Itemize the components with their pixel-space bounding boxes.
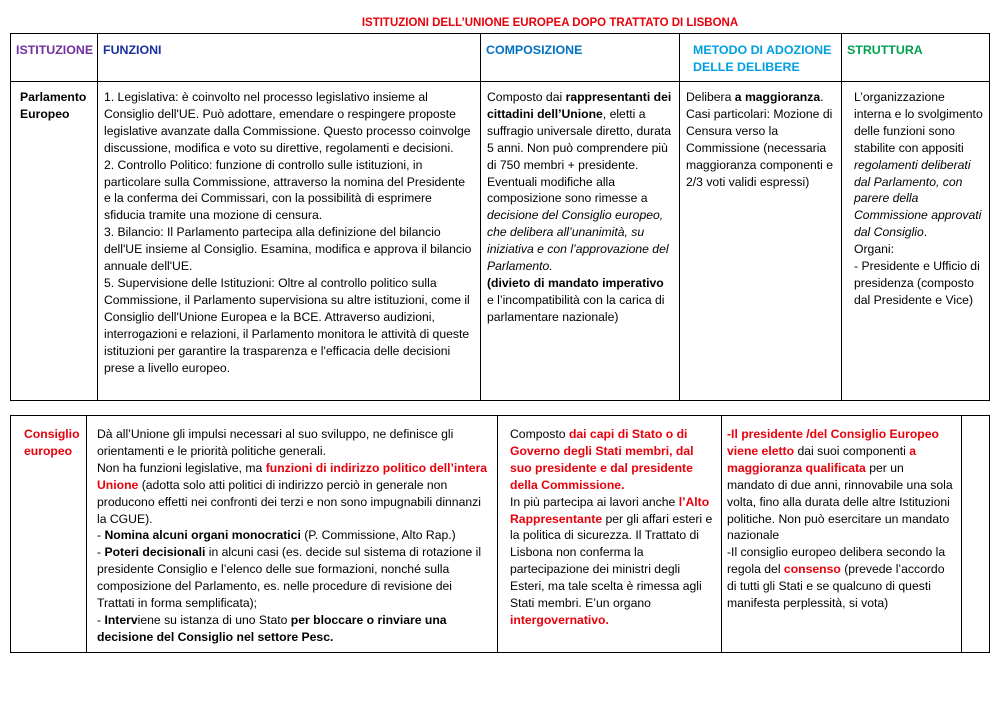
text-paragraph [97, 460, 489, 528]
consiglio-composizione [498, 416, 721, 629]
text-run: iene su istanza di uno Stato [137, 612, 291, 627]
consiglio-name: Consiglio europeo [24, 427, 80, 458]
text-run-bold: rappresentanti dei cittadini dell’Unione [487, 90, 672, 121]
funzione-legislativa: 1. Legislativa: è coinvolto nel processo legislativo insieme al Consiglio dell'UE. Può adottare, emendare o respingere proposte legislative avanzate dalla Commissione. Questo processo coinvolge discussione, modifica e voto su direttive, regolamenti e decisioni. [104, 90, 471, 155]
text-paragraph [97, 527, 489, 544]
text-run: Non ha funzioni legislative, ma [97, 460, 266, 475]
text-run: -Il consiglio europeo delibera secondo la regola del [727, 545, 946, 577]
text-run-bold: Nomina alcuni organi monocratici [104, 528, 301, 543]
parlamento-row [11, 82, 990, 401]
consiglio-row [11, 416, 990, 653]
text-run: Composto [510, 427, 569, 441]
text-run-bold: a maggioranza [734, 90, 821, 104]
text-run-red-bold: consenso [783, 562, 841, 577]
funzione-supervisione: 5. Supervisione delle Istituzioni: Oltre al controllo politico sulla Commissione, il Parlamento supervisiona su altre istituzioni, come il Consiglio dell'Unione Europea e la BCE. Attraverso audizioni, interrogazioni e relazioni, il Parlamento monitora le attività di queste istituzioni per garantire la trasparenza e l'efficacia delle decisioni prese a livello europeo. [104, 275, 470, 375]
document-title: ISTITUZIONI DELL’UNIONE EUROPEA DOPO TRATTATO DI LISBONA [361, 17, 739, 29]
header-row [11, 34, 990, 82]
text-run-bold: Poteri decisionali [104, 545, 206, 560]
text-run: - Presidente e Ufficio di presidenza (composto dal Presidente e Vice) [854, 259, 980, 307]
consiglio-table [10, 415, 990, 653]
text-run: . [923, 225, 928, 240]
text-run: - [97, 545, 105, 560]
consiglio-metodo [722, 416, 961, 612]
text-run: per gli affari esteri e la politica di sicurezza. Il Trattato di Lisbona non conferma la partecipazione dei ministri degli Esteri, ma tale scelta è rimessa agli Stati membri. E’un organo [510, 511, 713, 611]
text-run: e l’incompatibilità con la carica di parlamentare nazionale) [487, 292, 665, 324]
parlamento-table [10, 33, 990, 401]
text-run-red-bold: intergovernativo. [510, 612, 609, 627]
empty-cell [962, 416, 990, 653]
text-run-red-bold: funzioni di indirizzo politico dell’intera Unione [97, 460, 488, 492]
text-run: dai suoi componenti [794, 443, 910, 458]
text-paragraph: Dà all’Unione gli impulsi necessari al suo sviluppo, ne definisce gli orientamenti e le priorità politiche generali. [97, 427, 454, 458]
text-run: Organi: [854, 242, 894, 257]
parlamento-name: Parlamento Europeo [20, 90, 87, 121]
text-paragraph [97, 544, 489, 612]
consiglio-funzioni [87, 416, 497, 646]
text-run: L’organizzazione interna e lo svolgimento delle funzioni sono stabilite con appositi [854, 90, 983, 155]
header-metodo: METODO DI ADOZIONE DELLE DELIBERE [693, 43, 832, 74]
parlamento-metodo [680, 82, 841, 190]
text-run: , eletti a suffragio universale diretto, durata 5 anni. Non può comprendere più di 750 membri + presidente. Eventuali modifiche alla composizione sono rimesse a [487, 106, 672, 206]
header-istituzione: ISTITUZIONE [16, 43, 94, 57]
text-run-red-bold: dai capi di Stato o di Governo degli Stati membri, dal suo presidente e dal presidente della Commissione. [510, 427, 694, 492]
funzione-bilancio: 3. Bilancio: Il Parlamento partecipa alla definizione del bilancio dell'UE insieme al Consiglio. Esamina, modifica e approva il bilancio annuale dell'UE. [104, 225, 472, 274]
text-run-red-bold: a maggioranza qualificata [727, 443, 917, 475]
text-run-italic: regolamenti deliberati dal Parlamento, con parere della Commissione approvati dal Consiglio [854, 157, 982, 240]
parlamento-funzioni [98, 82, 480, 376]
text-run-bold: Interv [104, 612, 138, 627]
text-run-bold: per bloccare o rinviare una decisione del Consiglio nel settore Pesc. [97, 612, 447, 644]
text-run: in alcuni casi (es. decide sul sistema di rotazione il presidente Consiglio e l’elenco delle sue formazioni, nonché sulla composizione del Parlamento, es. nelle procedure di revisione dei Trattati in forma semplificata); [97, 545, 482, 611]
text-run-bold: (divieto di mandato imperativo [487, 275, 664, 290]
parlamento-composizione [481, 82, 679, 326]
text-run: (adotta solo atti politici di indirizzo perciò in generale non producono effetti nei confronti dei terzi e non sono impugnabili dinnanzi la CGUE). [97, 477, 481, 526]
text-run: (P. Commissione, Alto Rap.) [300, 528, 456, 543]
text-run: per un mandato di due anni, rinnovabile una sola volta, fino alla durata delle altre Istituzioni politiche. Non può esercitare un mandato nazionale [727, 460, 953, 543]
text-run: (prevede l’accordo di tutti gli Stati e se qualcuno di questi manifesta perplessità, si vota) [727, 562, 945, 611]
text-run-red-bold: l’Alto Rappresentante [510, 494, 710, 526]
header-struttura: STRUTTURA [847, 43, 923, 57]
text-run-italic: decisione del Consiglio europeo, che delibera all’unanimità, su iniziativa e con l’approvazione del Parlamento. [487, 208, 669, 274]
text-run-red-bold: -Il presidente /del Consiglio Europeo viene eletto [727, 427, 939, 458]
text-run: . Casi particolari: Mozione di Censura verso la Commissione (necessaria maggioranza componenti e 2/3 voti validi espressi) [686, 90, 834, 189]
text-run: Delibera [686, 90, 735, 104]
funzione-controllo: 2. Controllo Politico: funzione di controllo sulle istituzioni, in particolare sulla Commissione, attraverso la nomina del Presidente e la conferma dei Commissari, con la possibilità di esprimere sfiducia tramite una mozione di censura. [104, 157, 466, 223]
text-run: In più partecipa ai lavori anche [510, 494, 679, 509]
text-run: Composto dai [487, 90, 566, 104]
text-paragraph [97, 612, 489, 646]
header-composizione: COMPOSIZIONE [486, 43, 583, 57]
text-run: - [97, 528, 105, 543]
text-run: - [97, 612, 105, 627]
header-funzioni: FUNZIONI [103, 43, 162, 57]
parlamento-struttura [842, 82, 989, 309]
